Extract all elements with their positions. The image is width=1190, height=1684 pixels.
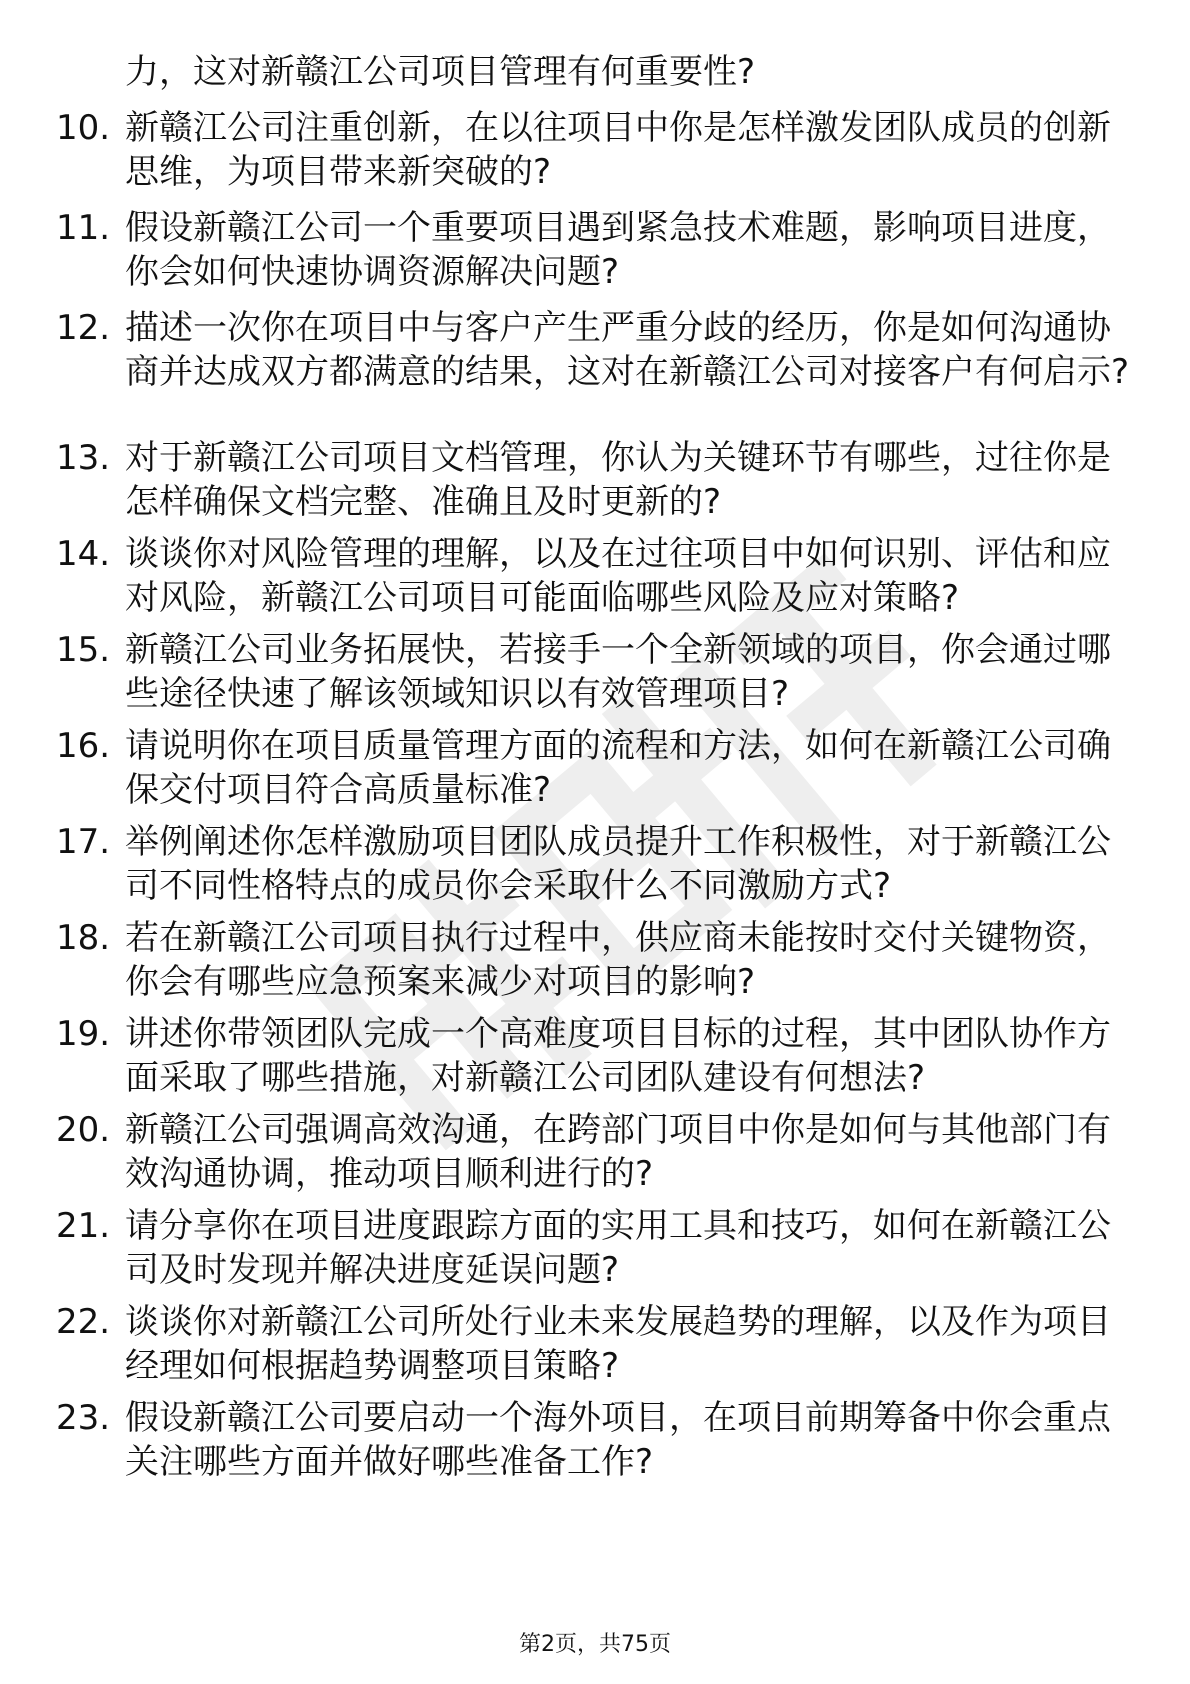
item-number: 15.: [56, 630, 111, 670]
item-text: 讲述你带领团队完成一个高难度项目目标的过程，其中团队协作方面采取了哪些措施，对新赣江公司团队建设有何想法?: [125, 1014, 1111, 1098]
item-number: 12.: [56, 308, 111, 348]
item-text: 若在新赣江公司项目执行过程中，供应商未能按时交付关键物资，你会有哪些应急预案来减少对项目的影响?: [125, 918, 1111, 1002]
continuation-line: 力，这对新赣江公司项目管理有何重要性?: [125, 52, 756, 92]
item-number: 22.: [56, 1302, 111, 1342]
item-number: 16.: [56, 726, 111, 766]
item-number: 17.: [56, 822, 111, 862]
item-number: 23.: [56, 1398, 111, 1438]
item-text: 谈谈你对风险管理的理解，以及在过往项目中如何识别、评估和应对风险，新赣江公司项目可能面临哪些风险及应对策略?: [125, 534, 1111, 618]
item-text: 假设新赣江公司要启动一个海外项目，在项目前期筹备中你会重点关注哪些方面并做好哪些准备工作?: [125, 1398, 1111, 1482]
item-text: 对于新赣江公司项目文档管理，你认为关键环节有哪些，过往你是怎样确保文档完整、准确且及时更新的?: [125, 438, 1111, 522]
item-text: 请说明你在项目质量管理方面的流程和方法，如何在新赣江公司确保交付项目符合高质量标准?: [125, 726, 1111, 810]
item-number: 10.: [56, 108, 111, 148]
item-text: 假设新赣江公司一个重要项目遇到紧急技术难题，影响项目进度，你会如何快速协调资源解决问题?: [125, 208, 1111, 292]
item-text: 请分享你在项目进度跟踪方面的实用工具和技巧，如何在新赣江公司及时发现并解决进度延误问题?: [125, 1206, 1111, 1290]
item-text: 新赣江公司强调高效沟通，在跨部门项目中你是如何与其他部门有效沟通协调，推动项目顺利进行的?: [125, 1110, 1111, 1194]
item-number: 20.: [56, 1110, 111, 1150]
item-text: 谈谈你对新赣江公司所处行业未来发展趋势的理解，以及作为项目经理如何根据趋势调整项目策略?: [125, 1302, 1111, 1386]
item-number: 13.: [56, 438, 111, 478]
item-number: 21.: [56, 1206, 111, 1246]
item-text: 新赣江公司注重创新，在以往项目中你是怎样激发团队成员的创新思维，为项目带来新突破的?: [125, 108, 1111, 192]
item-number: 19.: [56, 1014, 111, 1054]
item-number: 11.: [56, 208, 111, 248]
item-text: 举例阐述你怎样激励项目团队成员提升工作积极性，对于新赣江公司不同性格特点的成员你会采取什么不同激励方式?: [125, 822, 1111, 906]
page-footer: 第2页，共75页: [519, 1632, 671, 1657]
item-number: 18.: [56, 918, 111, 958]
item-text: 描述一次你在项目中与客户产生严重分歧的经历，你是如何沟通协商并达成双方都满意的结果，这对在新赣江公司对接客户有何启示?: [125, 308, 1130, 392]
item-text: 新赣江公司业务拓展快，若接手一个全新领域的项目，你会通过哪些途径快速了解该领域知识以有效管理项目?: [125, 630, 1111, 714]
item-number: 14.: [56, 534, 111, 574]
